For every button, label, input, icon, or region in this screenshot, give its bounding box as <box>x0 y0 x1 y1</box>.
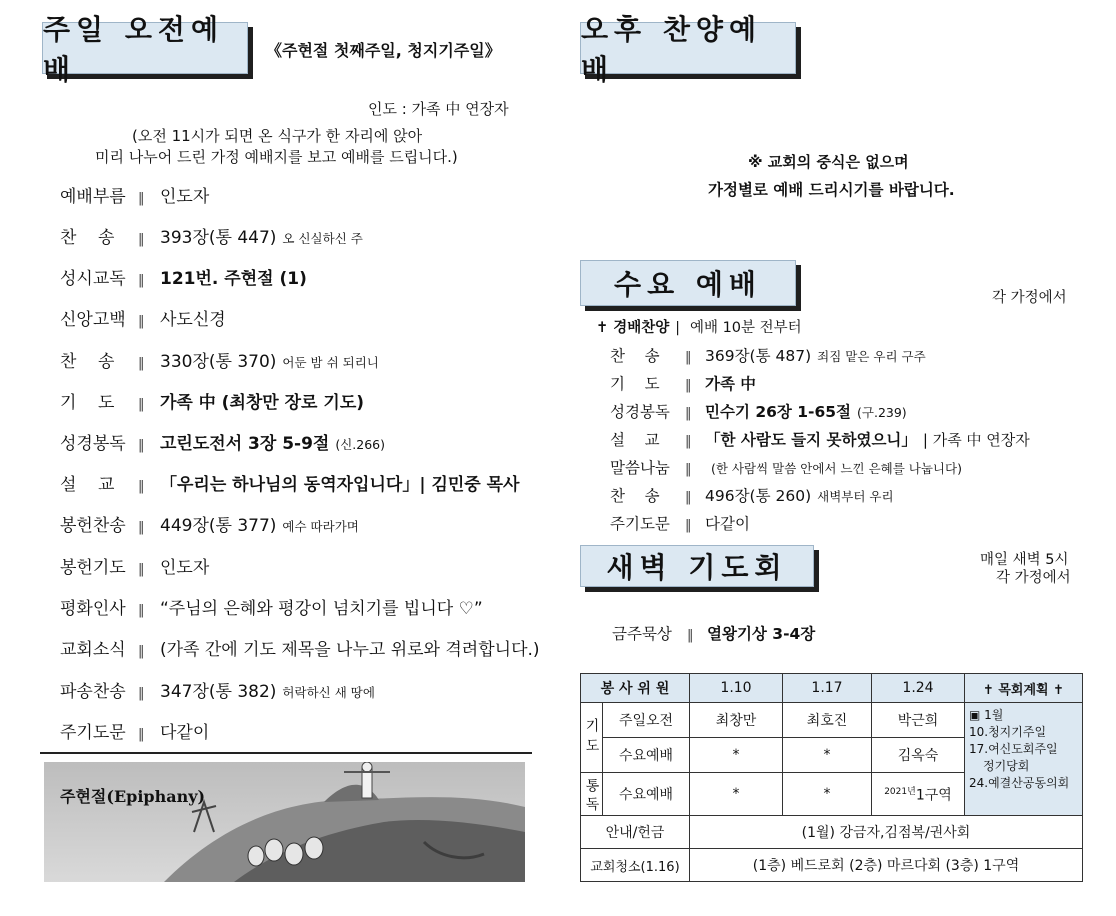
order-content: 「우리는 하나님의 동역자입니다」| 김민중 목사 <box>160 475 520 495</box>
table-cell: 최호진 <box>783 703 872 738</box>
row-label: 주일오전 <box>603 703 690 738</box>
wednesday-location: 각 가정에서 <box>992 290 1067 306</box>
order-note: 예수 따라가며 <box>282 519 359 534</box>
order-separator: ‖ <box>685 378 692 393</box>
order-separator: ‖ <box>138 479 145 494</box>
epiphany-image <box>44 762 525 882</box>
order-label: 찬 송 <box>60 228 115 248</box>
order-note: (구.239) <box>857 405 907 420</box>
order-content: 347장(통 382) <box>160 682 277 702</box>
table-header-date-2: 1.17 <box>783 674 872 703</box>
morning-order-item <box>60 594 489 619</box>
plan-line: 정기당회 <box>983 759 1030 773</box>
order-separator: ‖ <box>685 350 692 365</box>
table-header-date-1: 1.10 <box>690 674 783 703</box>
opening-label: ✝ 경배찬양 <box>596 320 670 336</box>
order-note: 허락하신 새 땅에 <box>282 685 375 700</box>
order-label: 말씀나눔 <box>610 459 670 477</box>
table-cell: 최창만 <box>690 703 783 738</box>
order-content: 고린도전서 3장 5-9절 <box>160 434 330 454</box>
morning-title: 주일 오전예배 <box>42 22 248 74</box>
morning-order-item <box>60 553 215 578</box>
morning-subtitle: 《주현절 첫째주일, 청지기주일》 <box>266 41 501 60</box>
order-separator: ‖ <box>685 434 692 449</box>
order-content: 393장(통 447) <box>160 228 277 248</box>
order-note: (신.266) <box>335 437 386 452</box>
clean-text: (1층) 베드로회 (2층) 마르다회 (3층) 1구역 <box>690 849 1083 882</box>
order-content: 민수기 26장 1-65절 <box>705 403 852 421</box>
order-content: 369장(통 487) <box>705 347 812 365</box>
group-reading: 통 독 <box>581 773 603 816</box>
dawn-location: 각 가정에서 <box>996 570 1071 586</box>
dawn-label: 금주묵상 <box>612 625 672 643</box>
order-note: 죄짐 맡은 우리 구주 <box>817 349 926 364</box>
order-separator: ‖ <box>685 462 692 477</box>
group-prayer: 기도 <box>581 703 603 773</box>
order-label: 교회소식 <box>60 640 126 660</box>
order-note: (한 사람씩 말씀 안에서 느낀 은혜를 나눕니다) <box>711 461 962 476</box>
table-header-plan: ✝ 목회계획 ✝ <box>965 674 1083 703</box>
order-label: 기 도 <box>610 375 660 393</box>
order-content: 「한 사람도 들지 못하였으니」 <box>705 431 917 449</box>
order-content: 인도자 <box>160 187 210 207</box>
order-label: 주기도문 <box>60 723 126 743</box>
epiphany-illustration <box>44 762 525 882</box>
morning-order-item <box>60 511 359 536</box>
order-separator: ‖ <box>138 191 145 206</box>
order-content: 가족 中 (최창만 장로 기도) <box>160 393 365 413</box>
morning-order-item <box>60 182 215 207</box>
table-header-date-3: 1.24 <box>872 674 965 703</box>
table-cell: 박근희 <box>872 703 965 738</box>
dawn-title: 새벽 기도회 <box>580 545 814 587</box>
year-small: 2021년 <box>884 786 916 797</box>
morning-order-item <box>60 305 232 330</box>
order-separator: ‖ <box>138 520 145 535</box>
wednesday-order-item <box>610 512 756 534</box>
afternoon-notice-1: ※ 교회의 중식은 없으며 <box>748 153 909 171</box>
order-separator: ‖ <box>685 490 692 505</box>
wednesday-order-item <box>610 344 926 366</box>
order-label: 설 교 <box>60 475 115 495</box>
order-label: 평화인사 <box>60 599 126 619</box>
morning-order-item <box>60 677 375 702</box>
order-separator: ‖ <box>138 397 145 412</box>
order-label: 성경봉독 <box>610 403 670 421</box>
plan-line: 24.예결산공동의회 <box>969 776 1070 790</box>
order-separator: ‖ <box>685 518 692 533</box>
epiphany-caption: 주현절(Epiphany) <box>60 787 206 806</box>
afternoon-notice-2: 가정별로 예배 드리시기를 바랍니다. <box>708 181 955 199</box>
morning-note-2: 미리 나누어 드린 가정 예배지를 보고 예배를 드립니다.) <box>95 148 458 166</box>
morning-order-item <box>60 388 370 413</box>
wednesday-title: 수요 예배 <box>580 260 796 306</box>
order-label: 봉헌기도 <box>60 558 126 578</box>
plan-line: 17.여신도회주일 <box>969 742 1058 756</box>
order-label: 설 교 <box>610 431 660 449</box>
order-note: 어둔 밤 쉬 되리니 <box>282 355 379 370</box>
order-note: | 가족 中 연장자 <box>922 431 1030 449</box>
order-content: 449장(통 377) <box>160 516 277 536</box>
order-label: 신앙고백 <box>60 310 126 330</box>
order-label: 봉헌찬송 <box>60 516 126 536</box>
order-content: 330장(통 370) <box>160 352 277 372</box>
dawn-meditation-row <box>612 622 815 644</box>
order-note: 새벽부터 우리 <box>817 489 894 504</box>
table-cell: * <box>783 738 872 773</box>
table-cell: * <box>690 773 783 816</box>
morning-order-item <box>60 470 525 495</box>
zone-cell <box>872 773 965 816</box>
row-label: 수요예배 <box>603 738 690 773</box>
order-separator: ‖ <box>138 314 145 329</box>
order-content: 121번. 주현절 (1) <box>160 269 307 289</box>
wednesday-order-item <box>610 484 894 506</box>
dawn-separator: ‖ <box>687 628 694 643</box>
order-separator: ‖ <box>685 406 692 421</box>
order-note: 오 신실하신 주 <box>282 231 363 246</box>
clean-label: 교회청소(1.16) <box>581 849 690 882</box>
zone-text: 1구역 <box>915 787 952 804</box>
order-content: 다같이 <box>705 515 750 533</box>
morning-order-item <box>60 347 379 372</box>
wednesday-order-item <box>610 372 762 394</box>
opening-text: 예배 10분 전부터 <box>689 320 802 336</box>
guide-label: 안내/헌금 <box>581 816 690 849</box>
order-content: 496장(통 260) <box>705 487 812 505</box>
morning-order-item <box>60 718 215 743</box>
order-label: 찬 송 <box>60 352 115 372</box>
order-separator: ‖ <box>138 603 145 618</box>
order-label: 성경봉독 <box>60 434 126 454</box>
order-separator: ‖ <box>138 232 145 247</box>
morning-order-item <box>60 635 546 660</box>
wednesday-order-item <box>610 400 907 422</box>
order-content: 사도신경 <box>160 310 226 330</box>
plan-line: 10.청지기주일 <box>969 725 1047 739</box>
order-content: “주님의 은혜와 평강이 넘치기를 빕니다 ♡” <box>160 599 483 619</box>
order-separator: ‖ <box>138 727 145 742</box>
pastoral-plan <box>965 703 1083 816</box>
dawn-time: 매일 새벽 5시 <box>980 552 1069 568</box>
service-committee-table <box>580 673 1083 882</box>
order-label: 찬 송 <box>610 487 660 505</box>
order-label: 파송찬송 <box>60 682 126 702</box>
order-separator: ‖ <box>138 438 145 453</box>
order-content: 다같이 <box>160 723 210 743</box>
order-label: 예배부름 <box>60 187 126 207</box>
morning-note-1: (오전 11시가 되면 온 식구가 한 자리에 앉아 <box>132 127 423 145</box>
order-label: 주기도문 <box>610 515 670 533</box>
order-separator: ‖ <box>138 686 145 701</box>
order-separator: ‖ <box>138 356 145 371</box>
morning-order-item <box>60 429 385 454</box>
order-separator: ‖ <box>138 644 145 659</box>
order-content: 가족 中 <box>705 375 756 393</box>
table-header-committee: 봉 사 위 원 <box>581 674 690 703</box>
guide-text: (1월) 강금자,김점복/권사회 <box>690 816 1083 849</box>
afternoon-title: 오후 찬양예배 <box>580 22 796 74</box>
wednesday-opening-row <box>596 316 802 337</box>
morning-order-item <box>60 264 313 289</box>
table-cell: 김옥숙 <box>872 738 965 773</box>
wednesday-order-item <box>610 456 962 478</box>
order-separator: ‖ <box>138 562 145 577</box>
opening-separator: | <box>675 320 680 336</box>
morning-order-item <box>60 223 363 248</box>
wednesday-order-item <box>610 428 1030 450</box>
order-label: 찬 송 <box>610 347 660 365</box>
table-cell: * <box>783 773 872 816</box>
order-label: 성시교독 <box>60 269 126 289</box>
dawn-text: 열왕기상 3-4장 <box>707 625 816 643</box>
plan-line: ▣ 1월 <box>969 708 1004 722</box>
morning-leader: 인도 : 가족 中 연장자 <box>368 100 509 118</box>
table-cell: * <box>690 738 783 773</box>
order-content: (가족 간에 기도 제목을 나누고 위로와 격려합니다.) <box>160 640 540 660</box>
row-label: 수요예배 <box>603 773 690 816</box>
order-content: 인도자 <box>160 558 210 578</box>
order-separator: ‖ <box>138 273 145 288</box>
divider-line <box>40 752 532 754</box>
order-label: 기 도 <box>60 393 115 413</box>
